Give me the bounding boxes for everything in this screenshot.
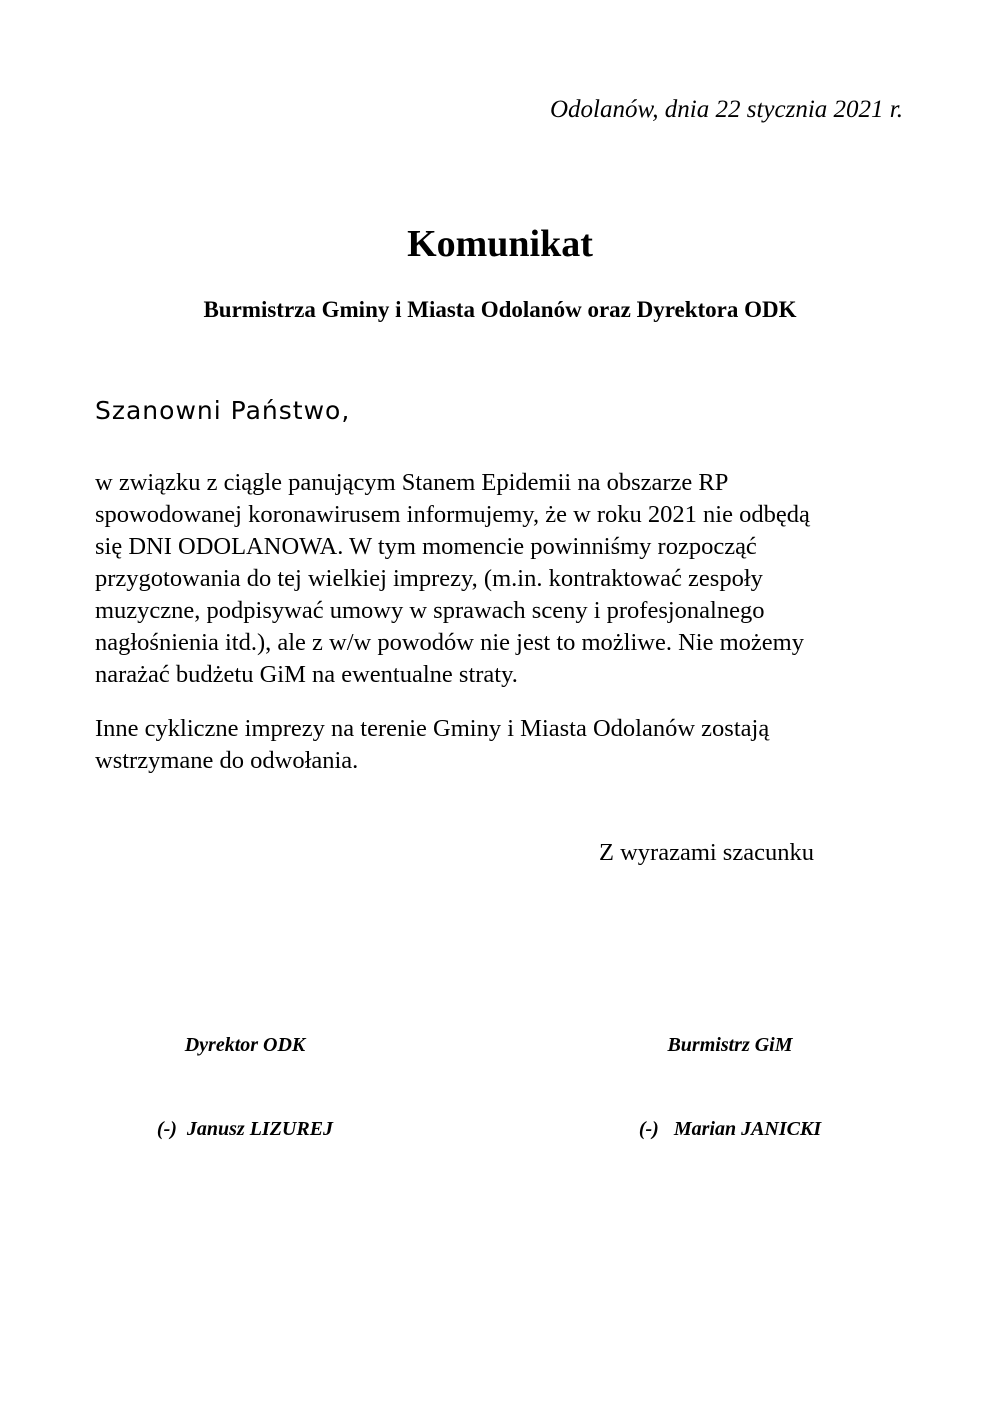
paragraph-line: narażać budżetu GiM na ewentualne straty. — [95, 661, 518, 688]
paragraph-line: się DNI ODOLANOWA. W tym momencie powinniśmy rozpocząć — [95, 533, 757, 560]
signature-name: (-) Janusz LIZUREJ — [156, 1118, 334, 1140]
paragraph-line: spowodowanej koronawirusem informujemy, że w roku 2021 nie odbędą — [95, 501, 810, 528]
paragraph-line: przygotowania do tej wielkiej imprezy, (m.in. kontraktować zespoły — [95, 565, 763, 592]
paragraph-line: wstrzymane do odwołania. — [95, 747, 359, 774]
greeting: Szanowni Państwo, — [95, 396, 351, 425]
paragraph-1 — [95, 467, 810, 691]
date-line: Odolanów, dnia 22 stycznia 2021 r. — [549, 96, 903, 123]
signature-right — [620, 975, 840, 1199]
paragraph-line: muzyczne, podpisywać umowy w sprawach sceny i profesjonalnego — [95, 597, 765, 624]
paragraph-line: nagłośnienia itd.), ale z w/w powodów nie jest to możliwe. Nie możemy — [95, 629, 804, 656]
signature-name: (-) Marian JANICKI — [638, 1118, 822, 1140]
document-title: Komunikat — [407, 223, 593, 265]
signature-role: Burmistrz GiM — [667, 1034, 793, 1056]
paragraph-line: w związku z ciągle panującym Stanem Epidemii na obszarze RP — [95, 469, 729, 496]
document-subtitle: Burmistrza Gminy i Miasta Odolanów oraz Dyrektora ODK — [203, 297, 797, 322]
signature-left — [140, 975, 350, 1199]
closing-line: Z wyrazami szacunku — [599, 839, 814, 866]
paragraph-line: Inne cykliczne imprezy na terenie Gminy i Miasta Odolanów zostają — [95, 715, 770, 742]
signature-role: Dyrektor ODK — [184, 1034, 306, 1056]
paragraph-2 — [95, 713, 769, 777]
